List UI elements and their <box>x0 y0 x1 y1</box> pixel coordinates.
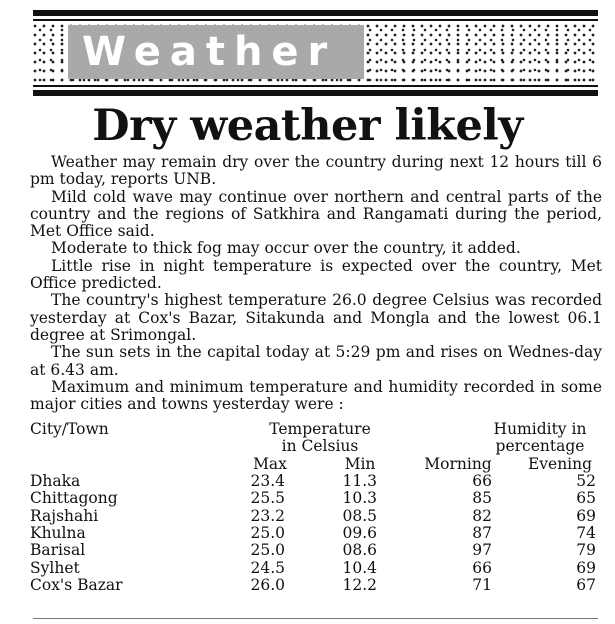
morning-header: Morning <box>424 455 492 473</box>
cell-evening: 69 <box>576 558 596 577</box>
cell-evening: 67 <box>576 575 596 594</box>
cell-city: Dhaka <box>30 472 81 490</box>
top-rule <box>33 10 598 16</box>
cell-city: Rajshahi <box>30 506 99 525</box>
top-rule-thin <box>33 19 598 21</box>
cell-max: 26.0 <box>250 575 285 594</box>
cell-morning: 97 <box>472 541 492 560</box>
humidity-header: Humidity in <box>493 420 587 438</box>
cell-max: 24.5 <box>250 558 285 577</box>
bottom-rule <box>33 618 598 619</box>
paragraph: Mild cold wave may continue over northern and central parts of the country and the regions of Satkhira and Rangamati during the period, Met Office said. <box>30 187 602 241</box>
cell-evening: 69 <box>576 506 596 525</box>
cell-city: Khulna <box>30 523 86 542</box>
temperature-header-unit: in Celsius <box>281 437 359 455</box>
cell-max: 25.5 <box>250 489 285 508</box>
headline: Dry weather likely <box>92 101 523 151</box>
banner-bottom-rule-thick <box>33 90 598 96</box>
cell-min: 11.3 <box>342 472 377 490</box>
cell-min: 12.2 <box>342 575 377 594</box>
cell-max: 23.2 <box>250 506 285 525</box>
cell-min: 10.4 <box>342 558 377 577</box>
cell-min: 10.3 <box>342 489 377 508</box>
cell-city: Chittagong <box>30 489 118 508</box>
paragraph: The country's highest temperature 26.0 degree Celsius was recorded yesterday at Cox's Bazar, Sitakunda and Mongla and the lowest 06.1 degree at Srimongal. <box>30 291 602 344</box>
paragraph: Moderate to thick fog may occur over the country, it added. <box>51 239 521 258</box>
min-header: Min <box>344 455 376 473</box>
cell-morning: 82 <box>472 506 492 525</box>
cell-city: Sylhet <box>30 558 80 577</box>
article-body <box>30 154 602 413</box>
cell-morning: 71 <box>472 575 492 594</box>
cell-min: 09.6 <box>342 523 377 542</box>
cell-max: 23.4 <box>250 472 285 490</box>
section-title: Weather <box>82 29 337 75</box>
cell-morning: 85 <box>472 489 492 508</box>
temperature-header: Temperature <box>269 420 371 438</box>
cell-max: 25.0 <box>250 523 285 542</box>
cell-evening: 79 <box>576 541 596 560</box>
section-banner <box>68 25 364 79</box>
cell-morning: 66 <box>472 558 492 577</box>
cell-evening: 74 <box>576 523 596 542</box>
paragraph: Maximum and minimum temperature and humidity recorded in some major cities and towns yesterday were : <box>30 377 602 414</box>
cell-min: 08.6 <box>342 541 377 560</box>
cell-evening: 65 <box>576 489 596 508</box>
cell-max: 25.0 <box>250 541 285 560</box>
banner-bottom-rule <box>33 85 598 87</box>
cell-city: Cox's Bazar <box>30 575 123 594</box>
max-header: Max <box>253 455 287 473</box>
cell-city: Barisal <box>30 541 86 560</box>
paragraph: Weather may remain dry over the country during next 12 hours till 6 pm today, reports UNB. <box>30 153 602 189</box>
humidity-header-unit: percentage <box>495 437 585 455</box>
paragraph: The sun sets in the capital today at 5:29 pm and rises on Wednes-day at 6.43 am. <box>30 343 602 379</box>
city-header: City/Town <box>30 420 109 438</box>
cell-morning: 66 <box>472 472 492 490</box>
cell-morning: 87 <box>472 523 492 542</box>
evening-header: Evening <box>527 455 593 473</box>
cell-min: 08.5 <box>342 506 377 525</box>
cell-evening: 52 <box>576 472 596 490</box>
paragraph: Little rise in night temperature is expected over the country, Met Office predicted. <box>30 256 602 293</box>
